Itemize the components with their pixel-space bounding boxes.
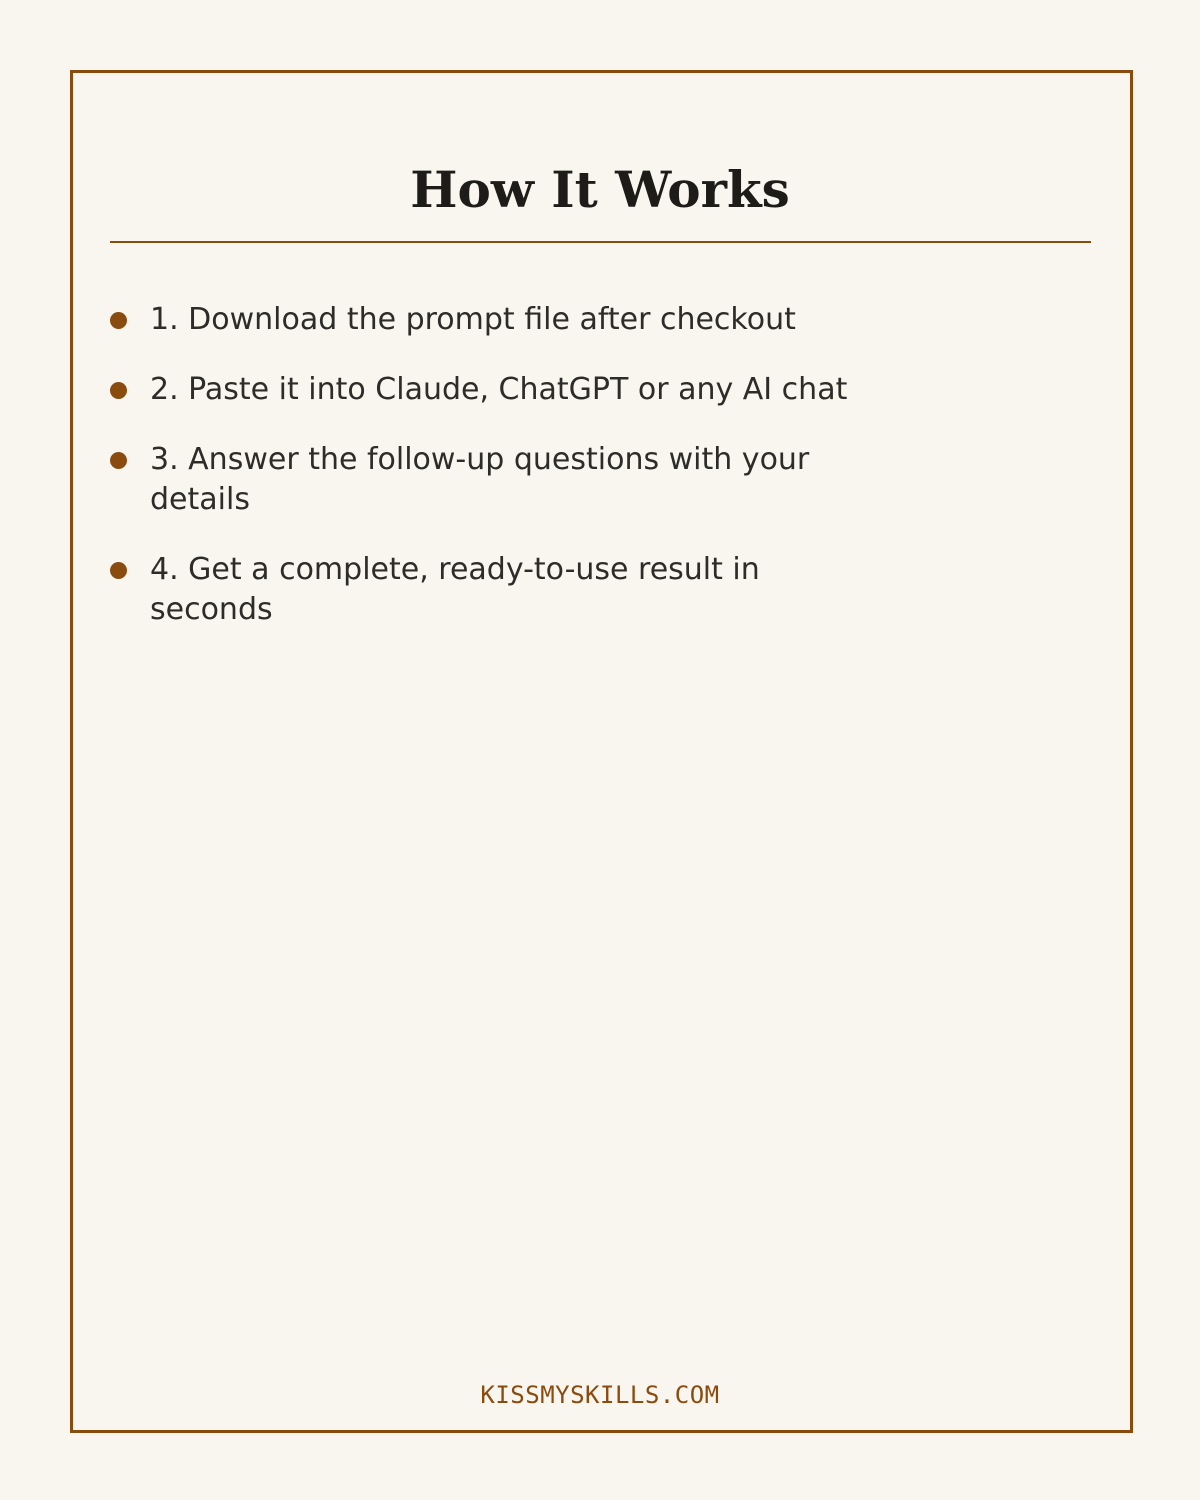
steps-list (110, 300, 870, 660)
step-text: 1. Download the prompt file after checkout (150, 302, 796, 337)
list-item (110, 300, 870, 340)
title-divider (110, 241, 1091, 243)
bullet-icon (110, 312, 127, 329)
bullet-icon (110, 562, 127, 579)
step-text: 4. Get a complete, ready-to-use result in seconds (150, 552, 760, 627)
bullet-icon (110, 382, 127, 399)
list-item (110, 440, 870, 520)
card-frame (70, 70, 1133, 1433)
footer-website: KISSMYSKILLS.COM (480, 1381, 720, 1409)
page-title: How It Works (410, 160, 790, 219)
step-text: 2. Paste it into Claude, ChatGPT or any AI chat (150, 372, 848, 407)
list-item (110, 370, 870, 410)
bullet-icon (110, 452, 127, 469)
step-text: 3. Answer the follow-up questions with your details (150, 442, 810, 517)
list-item (110, 550, 870, 630)
